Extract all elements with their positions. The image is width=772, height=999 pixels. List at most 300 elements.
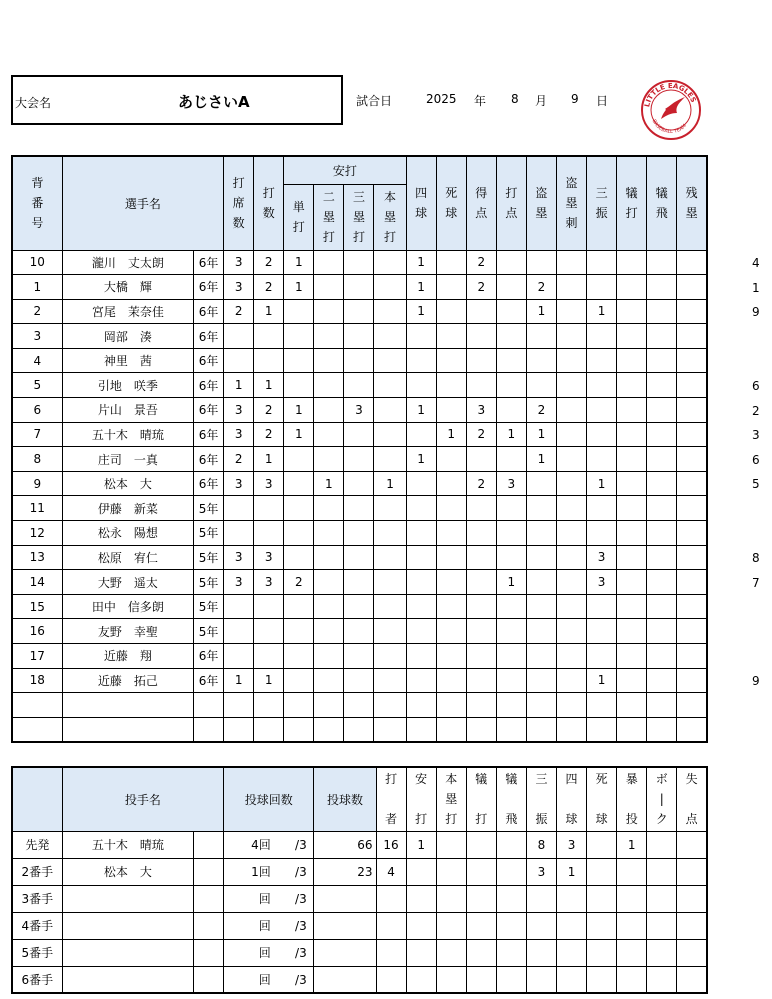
stat-s3[interactable] <box>344 594 374 619</box>
pstat-hbp[interactable] <box>587 858 617 885</box>
stat-sb[interactable] <box>526 594 556 619</box>
stat-so[interactable]: 3 <box>587 570 617 595</box>
pitching-row[interactable] <box>12 885 707 912</box>
player-name[interactable]: 近藤 翔 <box>62 644 193 669</box>
stat-s1[interactable] <box>284 644 314 669</box>
pstat-sf[interactable] <box>496 831 526 858</box>
pstat-sac[interactable] <box>466 858 496 885</box>
stat-bb[interactable] <box>406 373 436 398</box>
stat-pa[interactable]: 2 <box>224 447 254 472</box>
stat-r[interactable]: 2 <box>466 471 496 496</box>
stat-hr[interactable] <box>374 422 406 447</box>
pstat-hr[interactable] <box>436 858 466 885</box>
stat-sf[interactable] <box>647 545 677 570</box>
stat-hbp[interactable] <box>436 693 466 718</box>
pstat-bk[interactable] <box>647 939 677 966</box>
stat-cs[interactable] <box>556 619 586 644</box>
pitcher-name[interactable] <box>62 912 193 939</box>
stat-rbi[interactable] <box>496 250 526 275</box>
stat-hbp[interactable] <box>436 471 466 496</box>
player-grade[interactable]: 6年 <box>194 398 224 423</box>
stat-s3[interactable] <box>344 471 374 496</box>
stat-bb[interactable] <box>406 717 436 742</box>
stat-s2[interactable] <box>314 693 344 718</box>
stat-pa[interactable]: 3 <box>224 398 254 423</box>
stat-pa[interactable] <box>224 496 254 521</box>
stat-cs[interactable] <box>556 594 586 619</box>
stat-r[interactable] <box>466 594 496 619</box>
stat-sf[interactable] <box>647 471 677 496</box>
stat-sac[interactable] <box>617 275 647 300</box>
stat-s3[interactable] <box>344 324 374 349</box>
stat-s2[interactable] <box>314 398 344 423</box>
stat-bb[interactable] <box>406 619 436 644</box>
stat-pa[interactable]: 3 <box>224 275 254 300</box>
player-grade[interactable]: 5年 <box>194 594 224 619</box>
stat-rbi[interactable]: 1 <box>496 570 526 595</box>
stat-r[interactable] <box>466 619 496 644</box>
stat-bb[interactable] <box>406 693 436 718</box>
player-name[interactable]: 松原 宥仁 <box>62 545 193 570</box>
stat-r[interactable] <box>466 299 496 324</box>
stat-rbi[interactable] <box>496 398 526 423</box>
stat-so[interactable] <box>587 275 617 300</box>
stat-so[interactable]: 1 <box>587 668 617 693</box>
stat-sb[interactable] <box>526 471 556 496</box>
stat-ab[interactable]: 3 <box>254 545 284 570</box>
stat-so[interactable]: 1 <box>587 299 617 324</box>
stat-s2[interactable] <box>314 545 344 570</box>
stat-rbi[interactable] <box>496 545 526 570</box>
stat-s1[interactable] <box>284 348 314 373</box>
player-name[interactable]: 近藤 拓己 <box>62 668 193 693</box>
stat-so[interactable] <box>587 717 617 742</box>
stat-hr[interactable] <box>374 693 406 718</box>
stat-s3[interactable] <box>344 717 374 742</box>
stat-cs[interactable] <box>556 275 586 300</box>
pstat-bf[interactable]: 4 <box>376 858 406 885</box>
player-grade[interactable] <box>194 693 224 718</box>
player-name[interactable]: 五十木 晴琉 <box>62 422 193 447</box>
stat-so[interactable] <box>587 594 617 619</box>
stat-s2[interactable] <box>314 521 344 546</box>
stat-rbi[interactable]: 3 <box>496 471 526 496</box>
stat-s1[interactable] <box>284 717 314 742</box>
player-name[interactable]: 神里 茜 <box>62 348 193 373</box>
stat-sac[interactable] <box>617 398 647 423</box>
stat-s2[interactable] <box>314 422 344 447</box>
pitcher-extra[interactable] <box>194 858 224 885</box>
stat-sb[interactable] <box>526 373 556 398</box>
stat-ab[interactable]: 3 <box>254 471 284 496</box>
stat-s1[interactable] <box>284 594 314 619</box>
player-number[interactable]: 3 <box>12 324 62 349</box>
batting-row[interactable] <box>12 545 707 570</box>
stat-cs[interactable] <box>556 348 586 373</box>
stat-sb[interactable]: 2 <box>526 398 556 423</box>
pstat-bb[interactable] <box>557 912 587 939</box>
pstat-sf[interactable] <box>496 858 526 885</box>
stat-sf[interactable] <box>647 398 677 423</box>
stat-lob[interactable] <box>677 521 707 546</box>
stat-sac[interactable] <box>617 348 647 373</box>
pitcher-name[interactable]: 五十木 晴琉 <box>62 831 193 858</box>
stat-rbi[interactable]: 1 <box>496 422 526 447</box>
batting-row[interactable] <box>12 693 707 718</box>
player-grade[interactable]: 6年 <box>194 275 224 300</box>
stat-sf[interactable] <box>647 521 677 546</box>
stat-ab[interactable]: 2 <box>254 422 284 447</box>
stat-r[interactable] <box>466 545 496 570</box>
stat-ab[interactable] <box>254 496 284 521</box>
stat-hbp[interactable] <box>436 496 466 521</box>
pstat-hr[interactable] <box>436 966 466 993</box>
stat-lob[interactable] <box>677 447 707 472</box>
date-year[interactable]: 2025 <box>426 92 457 106</box>
stat-hr[interactable] <box>374 447 406 472</box>
innings-value[interactable]: 回 <box>258 892 271 906</box>
pitch-count[interactable] <box>314 939 376 966</box>
stat-hr[interactable] <box>374 299 406 324</box>
pitching-row[interactable] <box>12 858 707 885</box>
stat-sac[interactable] <box>617 324 647 349</box>
stat-so[interactable]: 1 <box>587 471 617 496</box>
stat-s3[interactable] <box>344 545 374 570</box>
stat-s1[interactable] <box>284 324 314 349</box>
pstat-hbp[interactable] <box>587 885 617 912</box>
stat-sb[interactable] <box>526 693 556 718</box>
stat-hbp[interactable] <box>436 521 466 546</box>
stat-lob[interactable] <box>677 398 707 423</box>
batting-row[interactable] <box>12 348 707 373</box>
pstat-so[interactable] <box>526 966 556 993</box>
stat-hbp[interactable] <box>436 644 466 669</box>
pstat-hr[interactable] <box>436 912 466 939</box>
stat-sb[interactable] <box>526 545 556 570</box>
stat-lob[interactable] <box>677 275 707 300</box>
pstat-so[interactable] <box>526 912 556 939</box>
player-grade[interactable]: 6年 <box>194 422 224 447</box>
player-name[interactable] <box>62 693 193 718</box>
pitcher-extra[interactable] <box>194 912 224 939</box>
stat-s3[interactable] <box>344 299 374 324</box>
batting-row[interactable] <box>12 644 707 669</box>
stat-sf[interactable] <box>647 348 677 373</box>
player-number[interactable]: 2 <box>12 299 62 324</box>
player-number[interactable]: 7 <box>12 422 62 447</box>
player-grade[interactable]: 5年 <box>194 521 224 546</box>
stat-hr[interactable] <box>374 644 406 669</box>
pitcher-innings[interactable] <box>224 858 314 885</box>
stat-ab[interactable]: 2 <box>254 250 284 275</box>
pitching-row[interactable] <box>12 831 707 858</box>
stat-r[interactable]: 2 <box>466 250 496 275</box>
batting-row[interactable] <box>12 250 707 275</box>
player-number[interactable] <box>12 717 62 742</box>
stat-ab[interactable]: 2 <box>254 398 284 423</box>
stat-s1[interactable]: 1 <box>284 250 314 275</box>
stat-s1[interactable] <box>284 471 314 496</box>
stat-rbi[interactable] <box>496 348 526 373</box>
stat-lob[interactable] <box>677 693 707 718</box>
stat-cs[interactable] <box>556 324 586 349</box>
stat-lob[interactable] <box>677 250 707 275</box>
stat-bb[interactable]: 1 <box>406 447 436 472</box>
pitcher-name[interactable] <box>62 885 193 912</box>
player-grade[interactable]: 6年 <box>194 299 224 324</box>
stat-s3[interactable] <box>344 275 374 300</box>
stat-hbp[interactable] <box>436 594 466 619</box>
pstat-h[interactable] <box>406 858 436 885</box>
stat-s2[interactable]: 1 <box>314 471 344 496</box>
stat-hr[interactable] <box>374 373 406 398</box>
stat-ab[interactable]: 1 <box>254 299 284 324</box>
stat-ab[interactable] <box>254 619 284 644</box>
batting-row[interactable] <box>12 398 707 423</box>
batting-row[interactable] <box>12 471 707 496</box>
pstat-sac[interactable] <box>466 966 496 993</box>
stat-lob[interactable] <box>677 644 707 669</box>
stat-s1[interactable] <box>284 521 314 546</box>
stat-bb[interactable] <box>406 545 436 570</box>
stat-r[interactable] <box>466 717 496 742</box>
stat-pa[interactable]: 3 <box>224 570 254 595</box>
batting-row[interactable] <box>12 422 707 447</box>
pitching-row[interactable] <box>12 939 707 966</box>
player-number[interactable]: 8 <box>12 447 62 472</box>
player-name[interactable]: 岡部 湊 <box>62 324 193 349</box>
player-number[interactable]: 14 <box>12 570 62 595</box>
stat-bb[interactable] <box>406 422 436 447</box>
pitcher-name[interactable]: 松本 大 <box>62 858 193 885</box>
pitcher-innings[interactable] <box>224 966 314 993</box>
pitch-count[interactable]: 23 <box>314 858 376 885</box>
stat-sac[interactable] <box>617 644 647 669</box>
pitch-count[interactable] <box>314 885 376 912</box>
pstat-wp[interactable] <box>617 858 647 885</box>
player-grade[interactable]: 6年 <box>194 471 224 496</box>
stat-sac[interactable] <box>617 471 647 496</box>
player-grade[interactable]: 5年 <box>194 496 224 521</box>
stat-ab[interactable] <box>254 594 284 619</box>
stat-sf[interactable] <box>647 496 677 521</box>
stat-so[interactable]: 3 <box>587 545 617 570</box>
pstat-sf[interactable] <box>496 912 526 939</box>
pstat-h[interactable] <box>406 966 436 993</box>
stat-s3[interactable] <box>344 348 374 373</box>
stat-sac[interactable] <box>617 496 647 521</box>
pstat-bf[interactable] <box>376 912 406 939</box>
stat-sf[interactable] <box>647 619 677 644</box>
pstat-sf[interactable] <box>496 885 526 912</box>
pstat-er[interactable] <box>677 966 707 993</box>
innings-value[interactable]: 4回 <box>251 838 271 852</box>
pstat-er[interactable] <box>677 858 707 885</box>
innings-value[interactable]: 回 <box>258 946 271 960</box>
pstat-h[interactable] <box>406 885 436 912</box>
stat-so[interactable] <box>587 348 617 373</box>
stat-r[interactable] <box>466 644 496 669</box>
stat-r[interactable]: 2 <box>466 275 496 300</box>
stat-so[interactable] <box>587 619 617 644</box>
stat-sf[interactable] <box>647 594 677 619</box>
stat-sac[interactable] <box>617 570 647 595</box>
stat-bb[interactable] <box>406 471 436 496</box>
batting-row[interactable] <box>12 521 707 546</box>
stat-rbi[interactable] <box>496 717 526 742</box>
stat-sac[interactable] <box>617 594 647 619</box>
stat-sf[interactable] <box>647 324 677 349</box>
stat-hbp[interactable] <box>436 398 466 423</box>
pstat-h[interactable] <box>406 912 436 939</box>
stat-hr[interactable] <box>374 668 406 693</box>
stat-s2[interactable] <box>314 496 344 521</box>
date-month[interactable]: 8 <box>511 92 519 106</box>
player-number[interactable]: 16 <box>12 619 62 644</box>
stat-bb[interactable] <box>406 570 436 595</box>
stat-sb[interactable] <box>526 250 556 275</box>
stat-rbi[interactable] <box>496 668 526 693</box>
stat-lob[interactable] <box>677 471 707 496</box>
pstat-hbp[interactable] <box>587 966 617 993</box>
batting-row[interactable] <box>12 496 707 521</box>
stat-s3[interactable] <box>344 570 374 595</box>
stat-cs[interactable] <box>556 398 586 423</box>
stat-hbp[interactable] <box>436 619 466 644</box>
stat-s3[interactable] <box>344 373 374 398</box>
stat-s2[interactable] <box>314 348 344 373</box>
stat-ab[interactable] <box>254 717 284 742</box>
stat-hbp[interactable] <box>436 250 466 275</box>
stat-s3[interactable] <box>344 668 374 693</box>
stat-rbi[interactable] <box>496 299 526 324</box>
stat-s2[interactable] <box>314 275 344 300</box>
player-name[interactable]: 大野 遥太 <box>62 570 193 595</box>
stat-so[interactable] <box>587 324 617 349</box>
pstat-bk[interactable] <box>647 912 677 939</box>
pstat-bk[interactable] <box>647 966 677 993</box>
pitcher-innings[interactable] <box>224 912 314 939</box>
stat-pa[interactable] <box>224 594 254 619</box>
stat-s3[interactable] <box>344 250 374 275</box>
stat-cs[interactable] <box>556 299 586 324</box>
stat-s2[interactable] <box>314 324 344 349</box>
stat-bb[interactable]: 1 <box>406 398 436 423</box>
pstat-wp[interactable]: 1 <box>617 831 647 858</box>
pstat-wp[interactable] <box>617 912 647 939</box>
stat-ab[interactable]: 1 <box>254 447 284 472</box>
stat-bb[interactable] <box>406 348 436 373</box>
player-grade[interactable]: 5年 <box>194 545 224 570</box>
pstat-bb[interactable]: 1 <box>557 858 587 885</box>
stat-s1[interactable]: 1 <box>284 398 314 423</box>
stat-lob[interactable] <box>677 594 707 619</box>
stat-rbi[interactable] <box>496 324 526 349</box>
stat-r[interactable] <box>466 668 496 693</box>
stat-hr[interactable] <box>374 250 406 275</box>
innings-value[interactable]: 1回 <box>251 865 271 879</box>
pstat-er[interactable] <box>677 831 707 858</box>
stat-hr[interactable] <box>374 619 406 644</box>
stat-rbi[interactable] <box>496 521 526 546</box>
stat-bb[interactable]: 1 <box>406 250 436 275</box>
pstat-er[interactable] <box>677 912 707 939</box>
pitcher-innings[interactable] <box>224 831 314 858</box>
stat-pa[interactable] <box>224 324 254 349</box>
pstat-bb[interactable] <box>557 939 587 966</box>
stat-hbp[interactable] <box>436 545 466 570</box>
player-name[interactable]: 伊藤 新菜 <box>62 496 193 521</box>
stat-ab[interactable] <box>254 348 284 373</box>
player-grade[interactable]: 6年 <box>194 348 224 373</box>
pitch-count[interactable]: 66 <box>314 831 376 858</box>
pstat-so[interactable] <box>526 885 556 912</box>
stat-sac[interactable] <box>617 619 647 644</box>
player-grade[interactable]: 6年 <box>194 324 224 349</box>
stat-s1[interactable] <box>284 668 314 693</box>
stat-cs[interactable] <box>556 545 586 570</box>
player-number[interactable]: 17 <box>12 644 62 669</box>
pstat-bb[interactable]: 3 <box>557 831 587 858</box>
stat-r[interactable] <box>466 693 496 718</box>
stat-rbi[interactable] <box>496 644 526 669</box>
stat-hbp[interactable] <box>436 348 466 373</box>
pstat-hr[interactable] <box>436 885 466 912</box>
player-grade[interactable]: 6年 <box>194 668 224 693</box>
stat-sb[interactable] <box>526 644 556 669</box>
stat-bb[interactable] <box>406 644 436 669</box>
stat-sac[interactable] <box>617 447 647 472</box>
stat-hbp[interactable] <box>436 324 466 349</box>
pitcher-innings[interactable] <box>224 939 314 966</box>
stat-s2[interactable] <box>314 250 344 275</box>
stat-sb[interactable]: 1 <box>526 422 556 447</box>
stat-rbi[interactable] <box>496 275 526 300</box>
player-number[interactable]: 18 <box>12 668 62 693</box>
stat-hbp[interactable] <box>436 275 466 300</box>
player-grade[interactable]: 6年 <box>194 447 224 472</box>
stat-s2[interactable] <box>314 570 344 595</box>
pitcher-name[interactable] <box>62 939 193 966</box>
stat-cs[interactable] <box>556 644 586 669</box>
stat-bb[interactable]: 1 <box>406 275 436 300</box>
stat-rbi[interactable] <box>496 693 526 718</box>
stat-s3[interactable]: 3 <box>344 398 374 423</box>
stat-pa[interactable] <box>224 717 254 742</box>
stat-cs[interactable] <box>556 250 586 275</box>
pstat-bf[interactable] <box>376 939 406 966</box>
stat-sf[interactable] <box>647 693 677 718</box>
stat-s2[interactable] <box>314 619 344 644</box>
player-grade[interactable] <box>194 717 224 742</box>
stat-s3[interactable] <box>344 644 374 669</box>
stat-lob[interactable] <box>677 619 707 644</box>
stat-sf[interactable] <box>647 570 677 595</box>
stat-lob[interactable] <box>677 373 707 398</box>
stat-ab[interactable]: 2 <box>254 275 284 300</box>
player-grade[interactable]: 5年 <box>194 619 224 644</box>
player-grade[interactable]: 5年 <box>194 570 224 595</box>
stat-sac[interactable] <box>617 693 647 718</box>
pstat-hbp[interactable] <box>587 939 617 966</box>
stat-bb[interactable] <box>406 324 436 349</box>
stat-pa[interactable]: 1 <box>224 373 254 398</box>
batting-row[interactable] <box>12 594 707 619</box>
stat-r[interactable] <box>466 570 496 595</box>
stat-pa[interactable]: 3 <box>224 471 254 496</box>
pstat-h[interactable]: 1 <box>406 831 436 858</box>
batting-row[interactable] <box>12 717 707 742</box>
